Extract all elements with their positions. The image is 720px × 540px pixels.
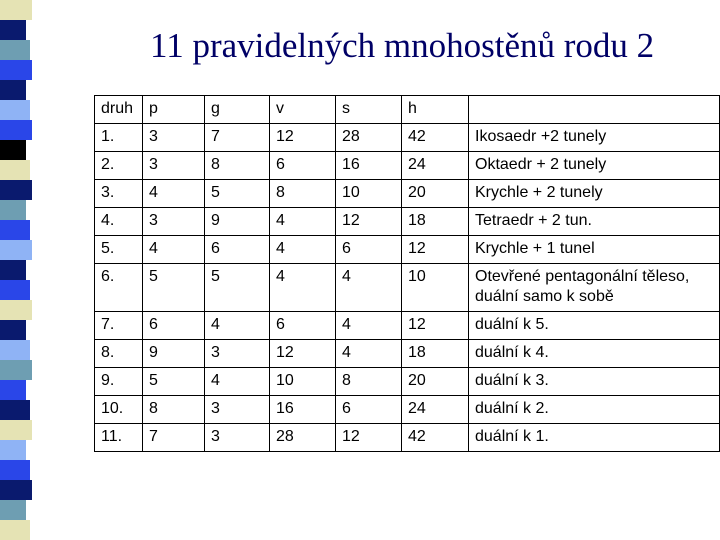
- table-cell: 8: [205, 152, 270, 180]
- description-cell: Ikosaedr +2 tunely: [469, 124, 720, 152]
- table-cell: 1.: [95, 124, 143, 152]
- table-cell: 42: [402, 124, 469, 152]
- stripe-block: [0, 80, 26, 100]
- table-cell: 12: [270, 340, 336, 368]
- table-row: [95, 152, 720, 180]
- table-cell: 4: [143, 180, 205, 208]
- stripe-block: [0, 460, 30, 480]
- table-cell: 4: [205, 368, 270, 396]
- stripe-block: [0, 180, 32, 200]
- table-row: [95, 208, 720, 236]
- description-cell: duální k 4.: [469, 340, 720, 368]
- table-cell: 18: [402, 340, 469, 368]
- table-cell: 6: [336, 236, 402, 264]
- table-cell: 4: [205, 312, 270, 340]
- description-cell: duální k 2.: [469, 396, 720, 424]
- table-row: [95, 424, 720, 452]
- table-cell: 9: [205, 208, 270, 236]
- table-cell: 4: [336, 264, 402, 312]
- description-cell: Oktaedr + 2 tunely: [469, 152, 720, 180]
- stripe-block: [0, 20, 26, 40]
- table-cell: 9: [143, 340, 205, 368]
- stripe-block: [0, 380, 26, 400]
- table-cell: 3: [143, 152, 205, 180]
- table-cell: 8: [270, 180, 336, 208]
- stripe-block: [0, 100, 30, 120]
- table-cell: 7: [143, 424, 205, 452]
- table-cell: 42: [402, 424, 469, 452]
- table-row: [95, 312, 720, 340]
- table-cell: 8: [336, 368, 402, 396]
- table-row: [95, 340, 720, 368]
- stripe-block: [0, 520, 30, 540]
- stripe-block: [0, 300, 32, 320]
- description-cell: Otevřené pentagonální těleso, duální samo k sobě: [469, 264, 720, 312]
- table-cell: 12: [402, 312, 469, 340]
- table-cell: 3: [205, 340, 270, 368]
- stripe-block: [0, 260, 26, 280]
- description-cell: duální k 3.: [469, 368, 720, 396]
- table-cell: 6: [270, 152, 336, 180]
- table-cell: 10: [402, 264, 469, 312]
- slide-title: 11 pravidelných mnohostěnů rodu 2: [150, 26, 655, 65]
- stripe-block: [0, 420, 32, 440]
- stripe-block: [0, 200, 26, 220]
- table-cell: 4: [270, 208, 336, 236]
- table-row: [95, 236, 720, 264]
- description-cell: duální k 1.: [469, 424, 720, 452]
- stripe-block: [0, 400, 30, 420]
- table-cell: 8: [143, 396, 205, 424]
- table-cell: 20: [402, 180, 469, 208]
- table-cell: 12: [336, 424, 402, 452]
- stripe-block: [0, 480, 32, 500]
- table-cell: 10: [270, 368, 336, 396]
- table-cell: 3: [205, 424, 270, 452]
- table-cell: 7: [205, 124, 270, 152]
- stripe-block: [0, 360, 32, 380]
- header-cell: h: [402, 96, 469, 124]
- table-row: [95, 180, 720, 208]
- table-header-row: [95, 96, 720, 124]
- description-cell: Krychle + 1 tunel: [469, 236, 720, 264]
- table-cell: 20: [402, 368, 469, 396]
- table-cell: 4: [336, 312, 402, 340]
- table-cell: 6: [336, 396, 402, 424]
- table-cell: 28: [270, 424, 336, 452]
- stripe-block: [0, 240, 32, 260]
- table-cell: 4: [336, 340, 402, 368]
- stripe-block: [0, 120, 32, 140]
- table-cell: 12: [270, 124, 336, 152]
- table-row: [95, 264, 720, 312]
- table-cell: 8.: [95, 340, 143, 368]
- table-cell: 16: [336, 152, 402, 180]
- table-cell: 3: [205, 396, 270, 424]
- stripe-block: [0, 340, 30, 360]
- table-cell: 12: [336, 208, 402, 236]
- description-cell: Tetraedr + 2 tun.: [469, 208, 720, 236]
- stripe-block: [0, 220, 30, 240]
- stripe-block: [0, 440, 26, 460]
- header-cell: p: [143, 96, 205, 124]
- table-cell: 5: [143, 368, 205, 396]
- table-row: [95, 368, 720, 396]
- table-cell: 5: [205, 264, 270, 312]
- stripe-block: [0, 140, 26, 160]
- table-cell: 4: [270, 264, 336, 312]
- stripe-block: [0, 320, 26, 340]
- table-cell: 11.: [95, 424, 143, 452]
- table-cell: 6.: [95, 264, 143, 312]
- table-cell: 6: [270, 312, 336, 340]
- table-cell: 3: [143, 208, 205, 236]
- table-cell: 7.: [95, 312, 143, 340]
- stripe-block: [0, 0, 32, 20]
- header-cell: s: [336, 96, 402, 124]
- header-cell: v: [270, 96, 336, 124]
- table-row: [95, 396, 720, 424]
- stripe-block: [0, 280, 30, 300]
- table-cell: 24: [402, 152, 469, 180]
- stripe-block: [0, 500, 26, 520]
- stripe-block: [0, 160, 30, 180]
- description-cell: Krychle + 2 tunely: [469, 180, 720, 208]
- table-cell: 24: [402, 396, 469, 424]
- polyhedra-table: [94, 95, 720, 452]
- table-cell: 9.: [95, 368, 143, 396]
- table-cell: 28: [336, 124, 402, 152]
- table-cell: 10.: [95, 396, 143, 424]
- table-cell: 3.: [95, 180, 143, 208]
- table-cell: 6: [143, 312, 205, 340]
- header-cell: g: [205, 96, 270, 124]
- table-cell: 5: [205, 180, 270, 208]
- decorative-stripe: [0, 0, 64, 540]
- stripe-block: [0, 40, 30, 60]
- table-cell: 3: [143, 124, 205, 152]
- header-cell: [469, 96, 720, 124]
- header-cell: druh: [95, 96, 143, 124]
- table-cell: 6: [205, 236, 270, 264]
- table-cell: 10: [336, 180, 402, 208]
- table-cell: 16: [270, 396, 336, 424]
- table-cell: 4: [143, 236, 205, 264]
- table-cell: 4: [270, 236, 336, 264]
- table-cell: 4.: [95, 208, 143, 236]
- table-cell: 2.: [95, 152, 143, 180]
- table-cell: 5.: [95, 236, 143, 264]
- table-row: [95, 124, 720, 152]
- description-cell: duální k 5.: [469, 312, 720, 340]
- table-cell: 18: [402, 208, 469, 236]
- table-cell: 5: [143, 264, 205, 312]
- table-cell: 12: [402, 236, 469, 264]
- stripe-block: [0, 60, 32, 80]
